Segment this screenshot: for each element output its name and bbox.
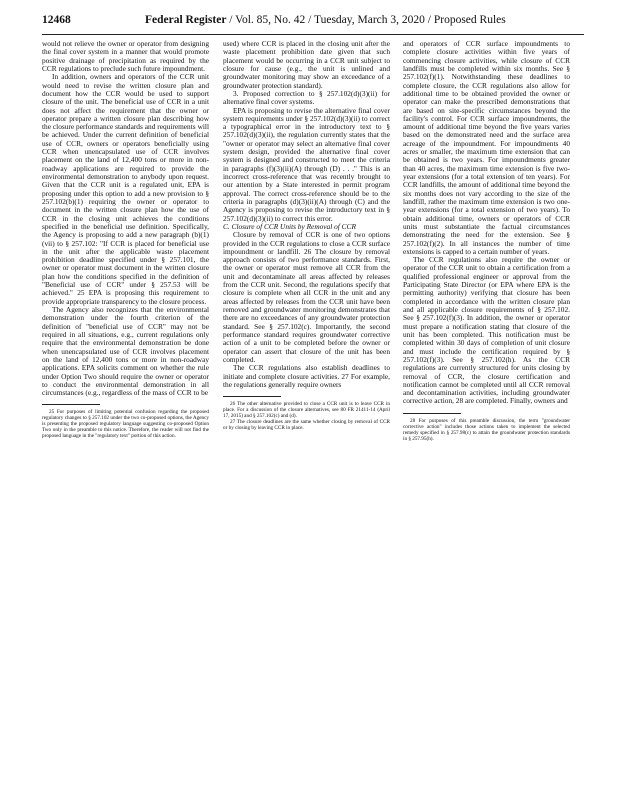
paragraph: would not relieve the owner or operator from designing the final cover system in a manner that would promote positive drainage of precipitation as required by the CCR regulations to preclude such future impoundment. <box>42 39 209 73</box>
running-title <box>145 14 506 26</box>
section-heading: C. Closure of CCR Units by Removal of CCR <box>223 221 356 231</box>
text-column-2 <box>223 40 390 431</box>
paragraph: and operators of CCR surface impoundments to complete closure activities within five years of commencing closure activities, while closure of CCR landfills must be completed within six months. See § 257.102(f)(1). Notwithstanding these deadlines to complete closure, the CCR regulations also allow for additional time to be obtained provided the owner or operator can make the prescribed demonstrations that are based on site-specific circumstances beyond the facility's control. For CCR surface impoundments, the amount of additional time beyond the five years varies based on the demonstrated need and the surface area acreage of the impoundment. For impoundments 40 acres or smaller, the maximum time extension that can be obtained is two years. For impoundments greater than 40 acres, the maximum time extension is five two-year extensions (for a total extension of ten years). For CCR landfills, the amount of additional time beyond the six months does not vary according to the size of the landfill, rather the maximum time extension is two one-year extensions (for a total extension of two years). To obtain additional time, owners or operators of CCR units must substantiate the factual circumstances demonstrating the need for the extension. See § 257.102(f)(2). In all instances the number of time extensions is capped to a certain number of years. <box>403 39 570 256</box>
paragraph: The Agency also recognizes that the environmental demonstration under the fourth criterion of the definition of "beneficial use of CCR" may not be required in all situations, e.g., current regulations only require that the environmental demonstration be done when unencapsulated use of CCR involves placement on the land of 12,400 tons or more in non-roadway applications. EPA solicits comment on whether the rule under Option Two should require the owner or operator to conduct the environmental demonstration in all circumstances (e.g., regardless of the mass of CCR to be <box>42 305 209 398</box>
footnote: 27 The closure deadlines are the same whether closing by removal of CCR or by closing by leaving CCR in place. <box>223 419 390 432</box>
header-rule <box>42 34 584 35</box>
paragraph: The CCR regulations also establish deadlines to initiate and complete closure activities. 27 For example, the regulations generally require owners <box>223 363 390 389</box>
footnote: 25 For purposes of limiting potential confusion regarding the proposed regulatory changes to § 257.102 under the two co-proposed options, the Agency is presenting the proposed regulatory language suggesting co-proposed Option Two only in the preamble to this notice. Therefore, the reader will not find the proposed language in the "regulatory text" portion of this action. <box>42 409 209 440</box>
footnote-rule <box>403 413 461 414</box>
journal-name: Federal Register <box>145 14 227 26</box>
text-column-1 <box>42 40 209 439</box>
footnote: 28 For purposes of this preamble discussion, the term "groundwater corrective action" includes those actions taken to implement the selected remedy specified in § 257.98(c) to attain the groundwater protection standards in § 257.95(h). <box>403 417 570 442</box>
paragraph: In addition, owners and operators of the CCR unit would need to revise the written closure plan and document how the CCR would be used to support closure of the unit. The beneficial use of CCR in a unit does not affect the requirement that the owner or operator prepare a written closure plan describing how the closure performance standards and requirements will be achieved. Under the current definition of beneficial use of CCR, owners or operators beneficially using CCR when unencapsulated use of CCR involves placement on the land of 12,400 tons or more in non-roadway applications are required to provide the environmental demonstration to anybody upon request. Given that the CCR unit is a regulated unit, EPA is proposing under this option to add a new provision to § 257.102(b)(1) requiring the owner or operator to document in the written closure plan how the use of CCR in the closing unit achieves the conditions specified in the beneficial use definition. Specifically, the Agency is proposing to add a new paragraph (b)(1)(vii) to § 257.102: "If CCR is placed for beneficial use in the unit after the applicable waste placement prohibition deadline specified under § 257.101, the owner or operator must document in the written closure plan how the conditions specified in the definition of "Beneficial use of CCR" under § 257.53 will be achieved." 25 EPA is proposing this requirement to provide appropriate transparency to the closure process. <box>42 72 209 306</box>
paragraph: Closure by removal of CCR is one of two options provided in the CCR regulations to close a CCR surface impoundment or landfill. 26 The closure by removal approach consists of two performance standards. First, the owner or operator must remove all CCR from the unit and decontaminate all areas affected by releases from the CCR unit. Second, the regulations specify that closure is complete when all CCR in the unit and any areas affected by releases from the CCR unit have been removed and groundwater monitoring demonstrates that there are no exceedances of any groundwater protection standard. See § 257.102(c). Importantly, the second performance standard requires groundwater corrective action of a unit to be completed before the owner or operator can assert that closure of the unit has been completed. <box>223 230 390 364</box>
page-number: 12468 <box>42 14 71 26</box>
issue-info: / Vol. 85, No. 42 / Tuesday, March 3, 2020 / Proposed Rules <box>226 14 506 26</box>
paragraph: 3. Proposed correction to § 257.102(d)(3)(ii) for alternative final cover systems. <box>223 88 390 107</box>
paragraph: used) where CCR is placed in the closing unit after the waste placement prohibition date given that such placement would be occurring in a CCR unit subject to closure for cause (e.g., the unit is unlined and groundwater monitoring may show an exceedance of a groundwater protection standard). <box>223 39 390 90</box>
text-column-3 <box>403 40 570 442</box>
footnote: 26 The other alternative provided to close a CCR unit is to leave CCR in place. For a discussion of the closure alternatives, see 80 FR 21411-14 (April 17, 2015) and § 257.102(c) and (d). <box>223 401 390 420</box>
footnote-rule <box>223 396 281 397</box>
footnote-rule <box>42 404 100 405</box>
paragraph: The CCR regulations also require the owner or operator of the CCR unit to obtain a certification from a qualified professional engineer or approval from the Participating State Director (or EPA where EPA is the permitting authority) verifying that closure has been completed in accordance with the written closure plan and all applicable closure requirements of § 257.102. See § 257.102(f)(3). In addition, the owner or operator must prepare a notification stating that closure of the unit has been completed. This notification must be completed within 30 days of completion of unit closure and must include the certification required by § 257.102(f)(3). See § 257.102(h). As the CCR regulations are currently structured for units closing by removal of CCR, the closure certification and notification cannot be completed until all CCR removal and decontamination activities, including groundwater corrective action, 28 are completed. Finally, owners and <box>403 255 570 406</box>
page-header <box>42 14 582 28</box>
paragraph: EPA is proposing to revise the alternative final cover system requirements under § 257.102(d)(3)(ii) to correct a typographical error in the introductory text to § 257.102(d)(3)(ii), the regulation currently states that the "owner or operator may select an alternative final cover system design, provided the alternative final cover system is designed and constructed to meet the criteria in paragraphs (f)(3)(ii)(A) through (D) . . ." This is an incorrect cross-reference that was recently brought to our attention by a State interested in permit program approval. The correct cross-reference should be to the criteria in paragraphs (d)(3)(ii)(A) through (C) and the Agency is proposing to revise the introductory text in § 257.102(d)(3)(ii) to correct this error. <box>223 105 390 223</box>
